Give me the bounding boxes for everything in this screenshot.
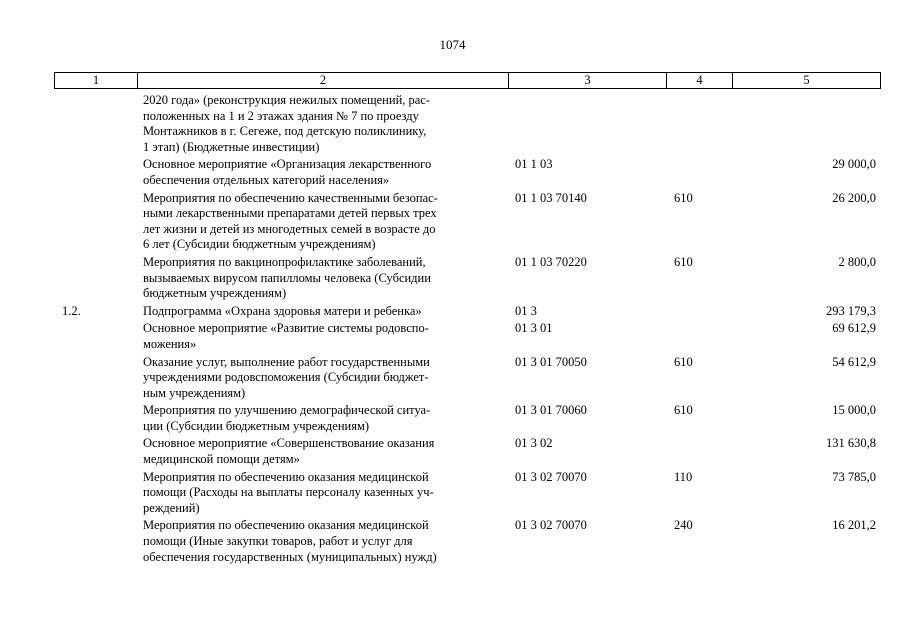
row-amount: 293 179,3	[826, 303, 876, 318]
row-amount: 131 630,8	[826, 436, 876, 451]
table-row	[54, 191, 880, 253]
row-number	[54, 436, 137, 467]
column-header-3: 3	[509, 73, 667, 89]
row-amount: 73 785,0	[832, 469, 876, 484]
row-description: Мероприятия по вакцинопрофилактике заболеваний, вызываемых вирусом папилломы человека (Субсидии бюджетным учреждениям)	[143, 254, 431, 301]
table-row	[54, 304, 880, 320]
row-number	[54, 470, 137, 517]
column-header-table	[54, 72, 881, 89]
row-expense-type	[672, 93, 736, 155]
row-amount: 29 000,0	[832, 157, 876, 172]
row-description: Мероприятия по обеспечению оказания медицинской помощи (Расходы на выплаты персоналу казенных уч- реждений)	[143, 469, 434, 515]
table-row	[54, 436, 880, 467]
table-row	[54, 321, 880, 352]
row-code	[513, 93, 672, 155]
row-number	[54, 255, 137, 302]
row-number: 1.2.	[62, 303, 81, 318]
row-code: 01 1 03 70220	[515, 254, 587, 269]
row-expense-type: 240	[674, 518, 693, 533]
row-expense-type	[672, 304, 736, 320]
row-description: Основное мероприятие «Совершенствование оказания медицинской помощи детям»	[143, 436, 435, 467]
row-description: Оказание услуг, выполнение работ государственными учреждениями родовспоможения (Субсидии бюджет- ным учреждениям)	[143, 354, 430, 400]
row-amount: 69 612,9	[832, 321, 876, 336]
row-number	[54, 518, 137, 565]
row-number	[54, 191, 137, 253]
row-expense-type	[672, 157, 736, 188]
row-expense-type: 610	[674, 354, 693, 369]
row-amount: 2 800,0	[838, 254, 876, 269]
row-expense-type: 610	[674, 254, 693, 269]
row-code: 01 3	[515, 303, 537, 318]
row-description: Основное мероприятие «Организация лекарственного обеспечения отдельных категорий населения»	[143, 157, 432, 187]
row-number	[54, 403, 137, 434]
column-header-1: 1	[55, 73, 138, 89]
row-code: 01 1 03	[515, 157, 553, 172]
row-number	[54, 93, 137, 155]
row-description: Мероприятия по обеспечению качественными безопас- ными лекарственными препаратами детей первых трех лет жизни и детей из многодетных семей в возрасте до 6 лет (Субсидии бюджетным учреждениям)	[143, 190, 438, 252]
row-number	[54, 157, 137, 188]
row-description: Мероприятия по обеспечению оказания медицинской помощи (Иные закупки товаров, работ и услуг для обеспечения государственных (муниципальных) нужд)	[143, 518, 437, 564]
column-header-5: 5	[733, 73, 881, 89]
column-header-row	[55, 73, 881, 89]
column-header-4: 4	[667, 73, 733, 89]
table-row	[54, 255, 880, 302]
row-code: 01 3 01 70050	[515, 354, 587, 369]
row-amount: 15 000,0	[832, 403, 876, 418]
row-expense-type	[672, 436, 736, 467]
row-amount: 26 200,0	[832, 190, 876, 205]
table-row	[54, 403, 880, 434]
row-amount: 54 612,9	[832, 354, 876, 369]
row-code: 01 3 01 70060	[515, 403, 587, 418]
row-code: 01 3 02	[515, 436, 553, 451]
table-row	[54, 518, 880, 565]
row-expense-type: 110	[674, 469, 693, 484]
table-row	[54, 157, 880, 188]
row-code: 01 3 02 70070	[515, 469, 587, 484]
page-number: 1074	[439, 37, 466, 52]
row-description: Подпрограмма «Охрана здоровья матери и ребенка»	[143, 303, 422, 318]
row-number	[54, 355, 137, 402]
row-amount	[736, 93, 880, 155]
table-row	[54, 470, 880, 517]
row-code: 01 3 01	[515, 321, 553, 336]
row-expense-type	[672, 321, 736, 352]
row-expense-type: 610	[674, 190, 693, 205]
row-code: 01 1 03 70140	[515, 190, 587, 205]
row-code: 01 3 02 70070	[515, 518, 587, 533]
row-description: 2020 года» (реконструкция нежилых помещений, рас- положенных на 1 и 2 этажах здания № 7 по проезду Монтажников в г. Сегеже, под детскую поликлинику, 1 этап) (Бюджетные инвестиции)	[143, 93, 431, 154]
row-expense-type: 610	[674, 403, 693, 418]
column-header-2: 2	[138, 73, 509, 89]
row-amount: 16 201,2	[832, 518, 876, 533]
budget-table-body	[54, 93, 880, 567]
row-description: Мероприятия по улучшению демографической ситуа- ции (Субсидии бюджетным учреждениям)	[143, 403, 431, 433]
table-row	[54, 93, 880, 155]
row-number	[54, 321, 137, 352]
row-description: Основное мероприятие «Развитие системы родовспо- можения»	[143, 321, 429, 351]
table-row	[54, 355, 880, 402]
